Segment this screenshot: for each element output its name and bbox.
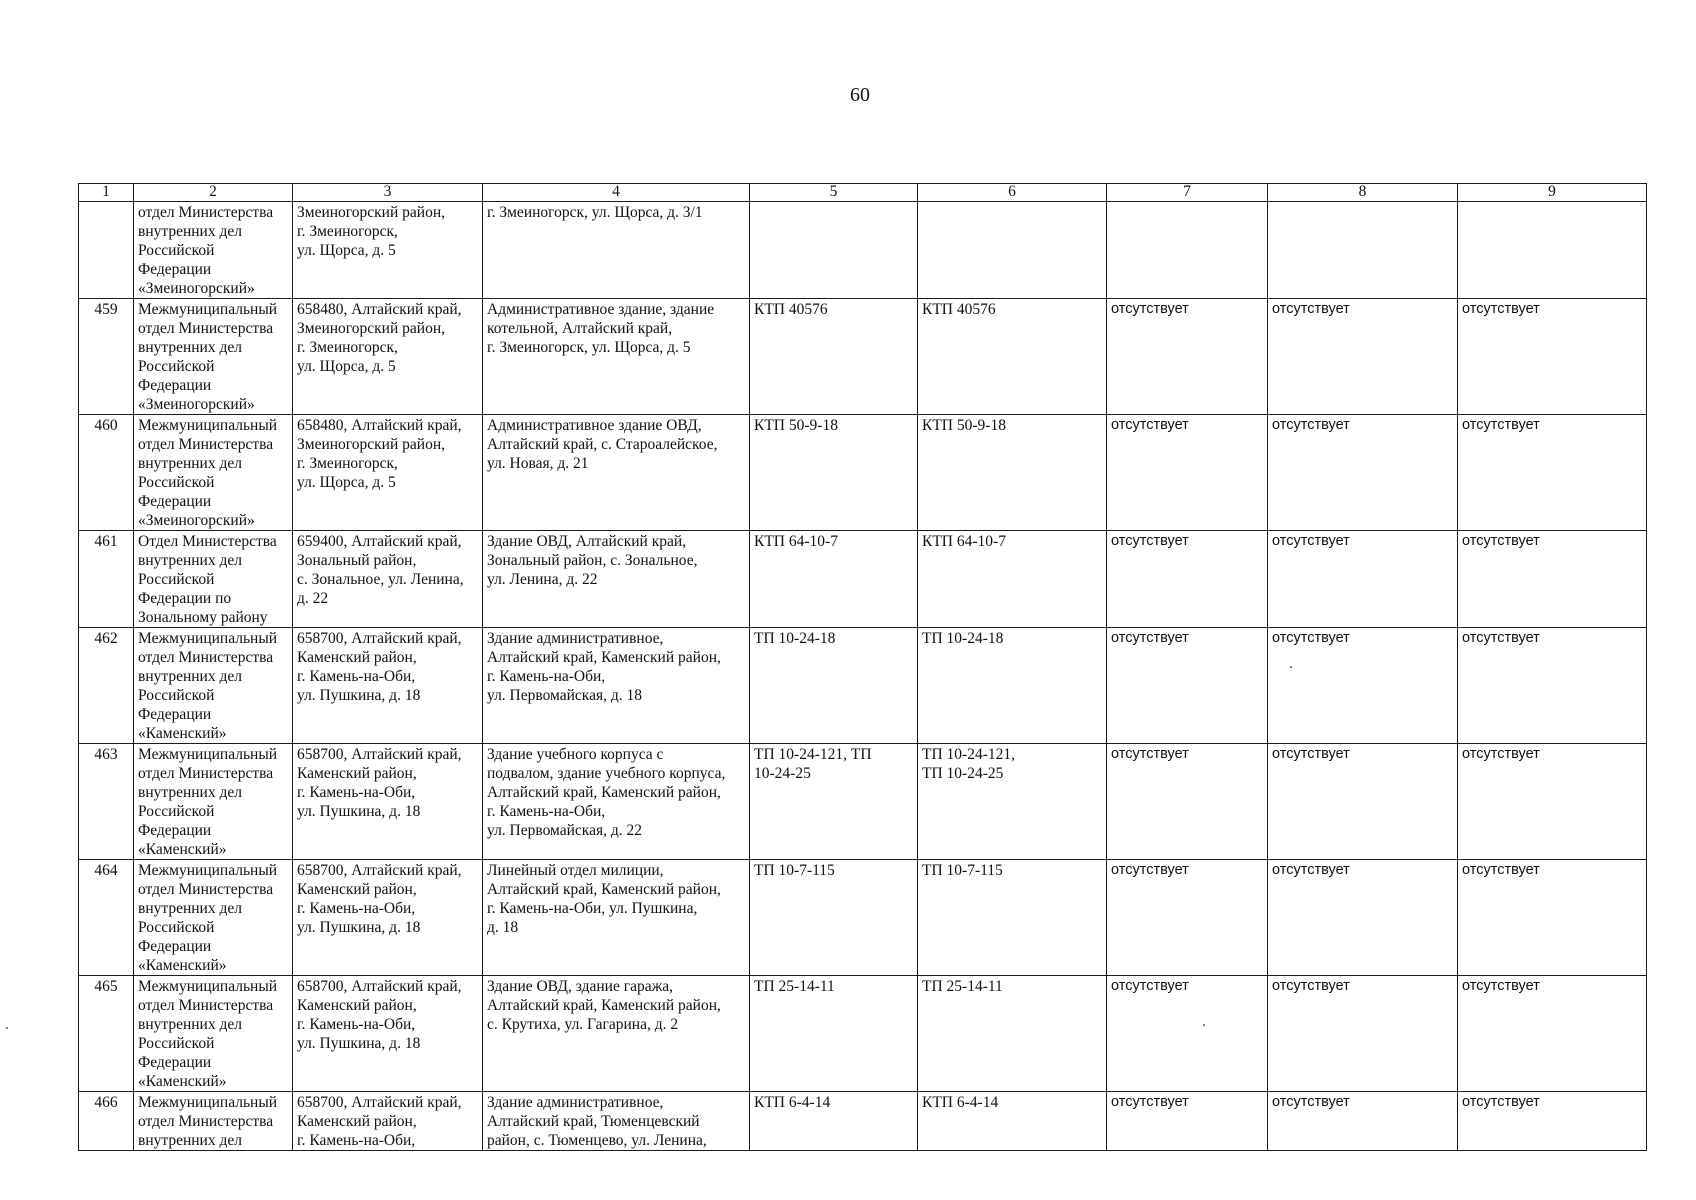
row-number-cell: 461 <box>79 531 134 628</box>
table-row <box>79 415 1647 531</box>
address-cell: 658480, Алтайский край, Змеиногорский район, г. Змеиногорск, ул. Щорса, д. 5 <box>293 415 483 531</box>
column-header: 6 <box>918 184 1107 202</box>
row-number-cell: 464 <box>79 860 134 976</box>
substation-cell <box>750 202 918 299</box>
object-cell: Административное здание ОВД, Алтайский край, с. Староалейское, ул. Новая, д. 21 <box>483 415 750 531</box>
organization-cell: Межмуниципальный отдел Министерства внутренних дел Российской Федерации «Змеиногорский» <box>134 415 293 531</box>
address-cell: 658700, Алтайский край, Каменский район, г. Камень-на-Оби, <box>293 1092 483 1151</box>
row-number-cell: 466 <box>79 1092 134 1151</box>
status-cell: отсутствует <box>1107 628 1268 744</box>
table-row <box>79 744 1647 860</box>
substation-cell: ТП 10-7-115 <box>750 860 918 976</box>
object-cell: Административное здание, здание котельной, Алтайский край, г. Змеиногорск, ул. Щорса, д. 5 <box>483 299 750 415</box>
status-cell: отсутствует <box>1268 744 1458 860</box>
table-row <box>79 531 1647 628</box>
status-cell: отсутствует <box>1458 628 1647 744</box>
status-cell: отсутствует <box>1107 1092 1268 1151</box>
status-cell: отсутствует <box>1107 860 1268 976</box>
column-header: 1 <box>79 184 134 202</box>
column-header: 7 <box>1107 184 1268 202</box>
substation-cell: КТП 50-9-18 <box>918 415 1107 531</box>
status-cell: отсутствует <box>1458 415 1647 531</box>
column-header: 8 <box>1268 184 1458 202</box>
row-number-cell: 463 <box>79 744 134 860</box>
status-cell: отсутствует <box>1107 415 1268 531</box>
object-cell: Здание ОВД, Алтайский край, Зональный район, с. Зональное, ул. Ленина, д. 22 <box>483 531 750 628</box>
address-cell: 659400, Алтайский край, Зональный район, с. Зональное, ул. Ленина, д. 22 <box>293 531 483 628</box>
substation-cell: КТП 64-10-7 <box>918 531 1107 628</box>
substation-cell: ТП 10-7-115 <box>918 860 1107 976</box>
status-cell: отсутствует <box>1268 976 1458 1092</box>
scan-speck <box>1203 1024 1205 1026</box>
status-cell: отсутствует <box>1107 744 1268 860</box>
scan-speck <box>1290 666 1292 668</box>
substation-cell: КТП 40576 <box>918 299 1107 415</box>
status-cell: отсутствует <box>1268 860 1458 976</box>
address-cell: 658700, Алтайский край, Каменский район, г. Камень-на-Оби, ул. Пушкина, д. 18 <box>293 976 483 1092</box>
status-cell: отсутствует <box>1458 976 1647 1092</box>
organization-cell: Межмуниципальный отдел Министерства внутренних дел Российской Федерации «Каменский» <box>134 976 293 1092</box>
object-cell: Здание административное, Алтайский край, Тюменцевский район, с. Тюменцево, ул. Ленина, <box>483 1092 750 1151</box>
substation-cell: КТП 64-10-7 <box>750 531 918 628</box>
table-row <box>79 202 1647 299</box>
table-row <box>79 299 1647 415</box>
status-cell: отсутствует <box>1107 976 1268 1092</box>
status-cell: отсутствует <box>1268 415 1458 531</box>
address-cell: Змеиногорский район, г. Змеиногорск, ул. Щорса, д. 5 <box>293 202 483 299</box>
status-cell: отсутствует <box>1268 1092 1458 1151</box>
substation-cell: ТП 10-24-121, ТП 10-24-25 <box>750 744 918 860</box>
object-cell: Линейный отдел милиции, Алтайский край, Каменский район, г. Камень-на-Оби, ул. Пушкина, д. 18 <box>483 860 750 976</box>
page-number: 60 <box>850 84 870 106</box>
organization-cell: Межмуниципальный отдел Министерства внутренних дел Российской Федерации «Змеиногорский» <box>134 299 293 415</box>
substation-cell: КТП 40576 <box>750 299 918 415</box>
column-header: 9 <box>1458 184 1647 202</box>
column-header: 4 <box>483 184 750 202</box>
scan-speck <box>6 1027 8 1029</box>
status-cell <box>1268 202 1458 299</box>
row-number-cell: 462 <box>79 628 134 744</box>
organization-cell: Межмуниципальный отдел Министерства внутренних дел Российской Федерации «Каменский» <box>134 744 293 860</box>
status-cell: отсутствует <box>1458 860 1647 976</box>
row-number-cell: 465 <box>79 976 134 1092</box>
substation-cell: ТП 10-24-121, ТП 10-24-25 <box>918 744 1107 860</box>
status-cell: отсутствует <box>1268 628 1458 744</box>
column-number-row <box>79 184 1647 202</box>
organization-cell: Межмуниципальный отдел Министерства внутренних дел <box>134 1092 293 1151</box>
column-header: 5 <box>750 184 918 202</box>
status-cell: отсутствует <box>1107 299 1268 415</box>
column-header: 2 <box>134 184 293 202</box>
status-cell <box>1458 202 1647 299</box>
address-cell: 658480, Алтайский край, Змеиногорский район, г. Змеиногорск, ул. Щорса, д. 5 <box>293 299 483 415</box>
status-cell: отсутствует <box>1268 531 1458 628</box>
status-cell: отсутствует <box>1458 299 1647 415</box>
table-row <box>79 860 1647 976</box>
organization-cell: Межмуниципальный отдел Министерства внутренних дел Российской Федерации «Каменский» <box>134 628 293 744</box>
table-row <box>79 976 1647 1092</box>
row-number-cell <box>79 202 134 299</box>
object-cell: Здание учебного корпуса с подвалом, здание учебного корпуса, Алтайский край, Каменский район, г. Камень-на-Оби, ул. Первомайская, д. 22 <box>483 744 750 860</box>
object-cell: Здание административное, Алтайский край, Каменский район, г. Камень-на-Оби, ул. Первомайская, д. 18 <box>483 628 750 744</box>
organization-cell: отдел Министерства внутренних дел Российской Федерации «Змеиногорский» <box>134 202 293 299</box>
status-cell: отсутствует <box>1268 299 1458 415</box>
status-cell: отсутствует <box>1458 531 1647 628</box>
substation-cell: ТП 25-14-11 <box>918 976 1107 1092</box>
table-row <box>79 628 1647 744</box>
column-header: 3 <box>293 184 483 202</box>
substation-cell: ТП 10-24-18 <box>918 628 1107 744</box>
organization-cell: Отдел Министерства внутренних дел Российской Федерации по Зональному району <box>134 531 293 628</box>
substation-cell <box>918 202 1107 299</box>
status-cell: отсутствует <box>1458 744 1647 860</box>
substation-cell: ТП 25-14-11 <box>750 976 918 1092</box>
address-cell: 658700, Алтайский край, Каменский район, г. Камень-на-Оби, ул. Пушкина, д. 18 <box>293 860 483 976</box>
status-cell: отсутствует <box>1458 1092 1647 1151</box>
address-cell: 658700, Алтайский край, Каменский район, г. Камень-на-Оби, ул. Пушкина, д. 18 <box>293 744 483 860</box>
register-table <box>78 183 1647 1151</box>
organization-cell: Межмуниципальный отдел Министерства внутренних дел Российской Федерации «Каменский» <box>134 860 293 976</box>
object-cell: Здание ОВД, здание гаража, Алтайский край, Каменский район, с. Крутиха, ул. Гагарина, д. 2 <box>483 976 750 1092</box>
substation-cell: КТП 50-9-18 <box>750 415 918 531</box>
object-cell: г. Змеиногорск, ул. Щорса, д. 3/1 <box>483 202 750 299</box>
status-cell: отсутствует <box>1107 531 1268 628</box>
substation-cell: КТП 6-4-14 <box>750 1092 918 1151</box>
substation-cell: КТП 6-4-14 <box>918 1092 1107 1151</box>
status-cell <box>1107 202 1268 299</box>
row-number-cell: 460 <box>79 415 134 531</box>
address-cell: 658700, Алтайский край, Каменский район, г. Камень-на-Оби, ул. Пушкина, д. 18 <box>293 628 483 744</box>
substation-cell: ТП 10-24-18 <box>750 628 918 744</box>
table-row <box>79 1092 1647 1151</box>
row-number-cell: 459 <box>79 299 134 415</box>
